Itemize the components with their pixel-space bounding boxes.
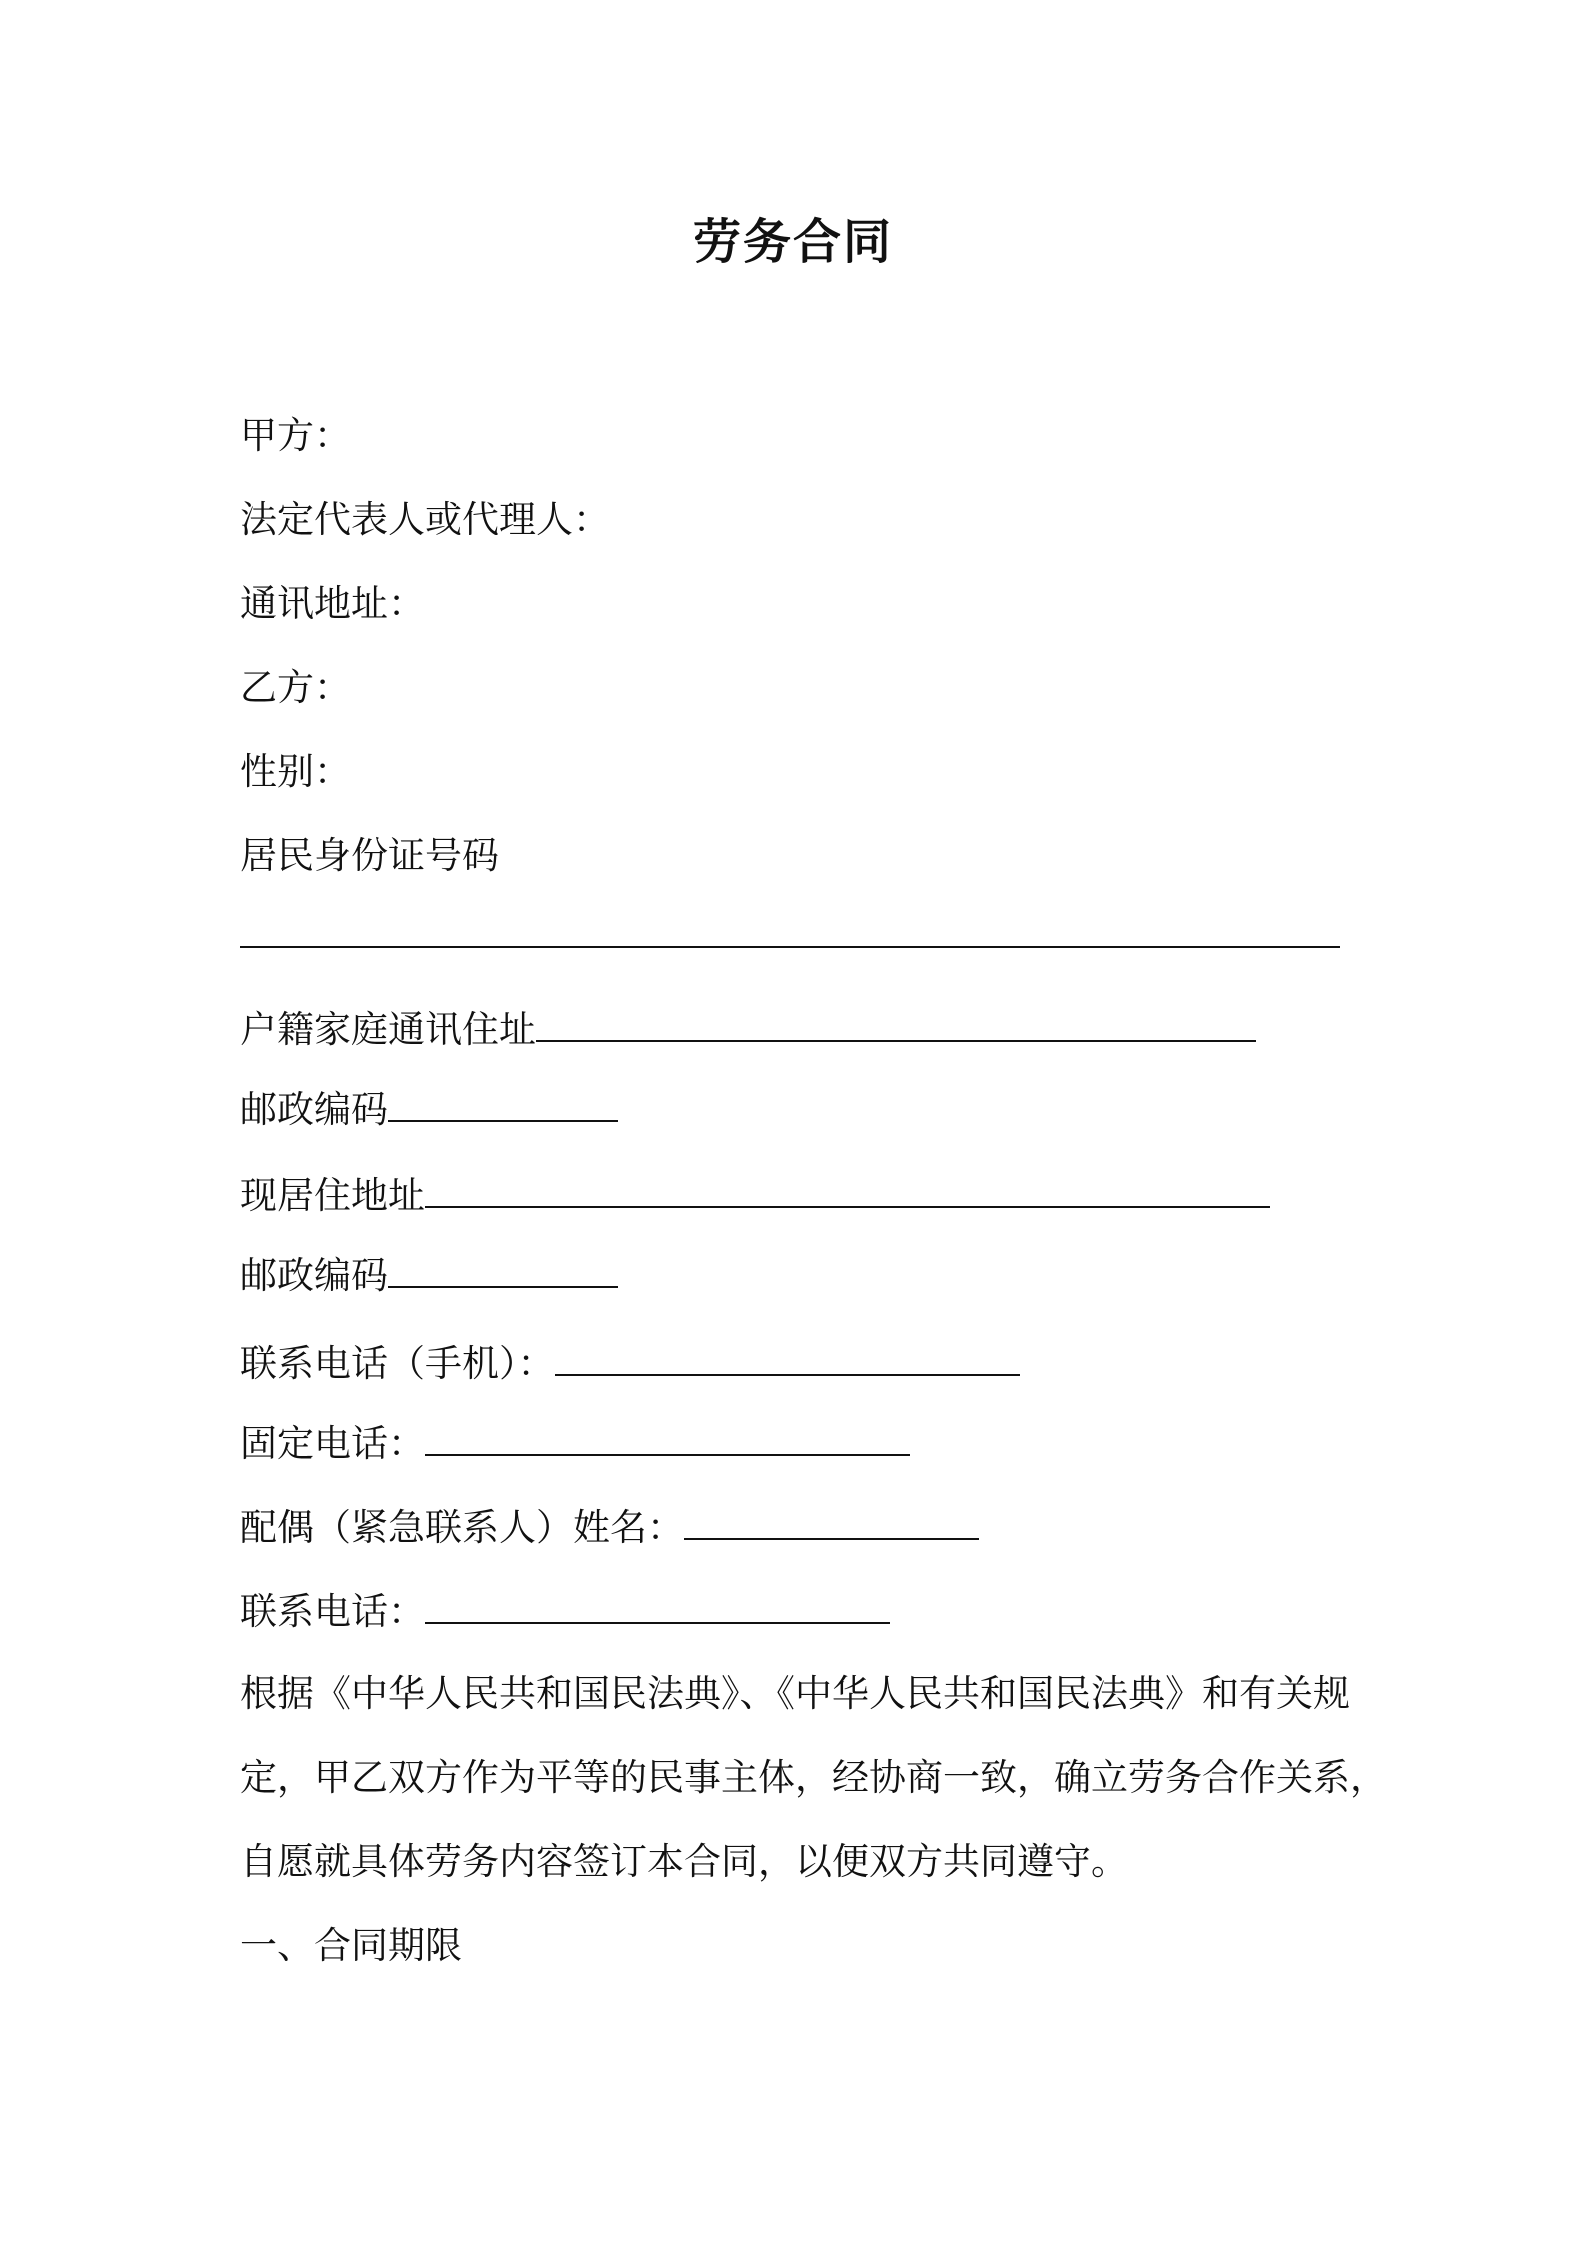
gender-label: 性别： bbox=[240, 750, 351, 793]
id-number-underline bbox=[240, 912, 1340, 948]
mobile-phone-field bbox=[240, 1340, 1020, 1388]
party-a-field bbox=[240, 412, 351, 460]
mailing-address-field bbox=[240, 580, 425, 628]
mobile-phone-underline bbox=[555, 1340, 1020, 1376]
postal-code-1-field bbox=[240, 1086, 618, 1134]
household-address-field bbox=[240, 1006, 1256, 1054]
id-number-field bbox=[240, 832, 499, 880]
mobile-phone-label: 联系电话（手机）： bbox=[240, 1342, 555, 1385]
household-address-underline bbox=[536, 1006, 1256, 1042]
postal-code-1-underline bbox=[388, 1086, 618, 1122]
current-address-label: 现居住地址 bbox=[240, 1174, 425, 1217]
contact-phone-field bbox=[240, 1588, 890, 1636]
document-title: 劳务合同 bbox=[692, 214, 893, 270]
current-address-underline bbox=[425, 1172, 1270, 1208]
emergency-contact-label: 配偶（紧急联系人）姓名： bbox=[240, 1506, 684, 1549]
current-address-field bbox=[240, 1172, 1270, 1220]
paragraph-line-2: 定，甲乙双方作为平等的民事主体，经协商一致，确立劳务合作关系， bbox=[240, 1756, 1387, 1799]
contact-phone-underline bbox=[425, 1588, 890, 1624]
postal-code-2-underline bbox=[388, 1252, 618, 1288]
party-b-field bbox=[240, 664, 351, 712]
postal-code-2-field bbox=[240, 1252, 618, 1300]
id-number-label: 居民身份证号码 bbox=[240, 834, 499, 877]
gender-field bbox=[240, 748, 351, 796]
mailing-address-label: 通讯地址： bbox=[240, 582, 425, 625]
postal-code-2-label: 邮政编码 bbox=[240, 1254, 388, 1297]
landline-underline bbox=[425, 1420, 910, 1456]
paragraph-line-1: 根据《中华人民共和国民法典》、《中华人民共和国民法典》和有关规 bbox=[240, 1672, 1350, 1715]
household-address-label: 户籍家庭通讯住址 bbox=[240, 1008, 536, 1051]
contact-phone-label: 联系电话： bbox=[240, 1590, 425, 1633]
landline-field bbox=[240, 1420, 910, 1468]
party-a-label: 甲方： bbox=[240, 414, 351, 457]
landline-label: 固定电话： bbox=[240, 1422, 425, 1465]
postal-code-1-label: 邮政编码 bbox=[240, 1088, 388, 1131]
emergency-contact-underline bbox=[684, 1504, 979, 1540]
emergency-contact-field bbox=[240, 1504, 979, 1552]
legal-rep-field bbox=[240, 496, 610, 544]
id-number-blank bbox=[240, 912, 1340, 960]
legal-rep-label: 法定代表人或代理人： bbox=[240, 498, 610, 541]
party-b-label: 乙方： bbox=[240, 666, 351, 709]
paragraph-line-3: 自愿就具体劳务内容签订本合同，以便双方共同遵守。 bbox=[240, 1840, 1128, 1883]
section-1-heading: 一、合同期限 bbox=[240, 1924, 462, 1967]
